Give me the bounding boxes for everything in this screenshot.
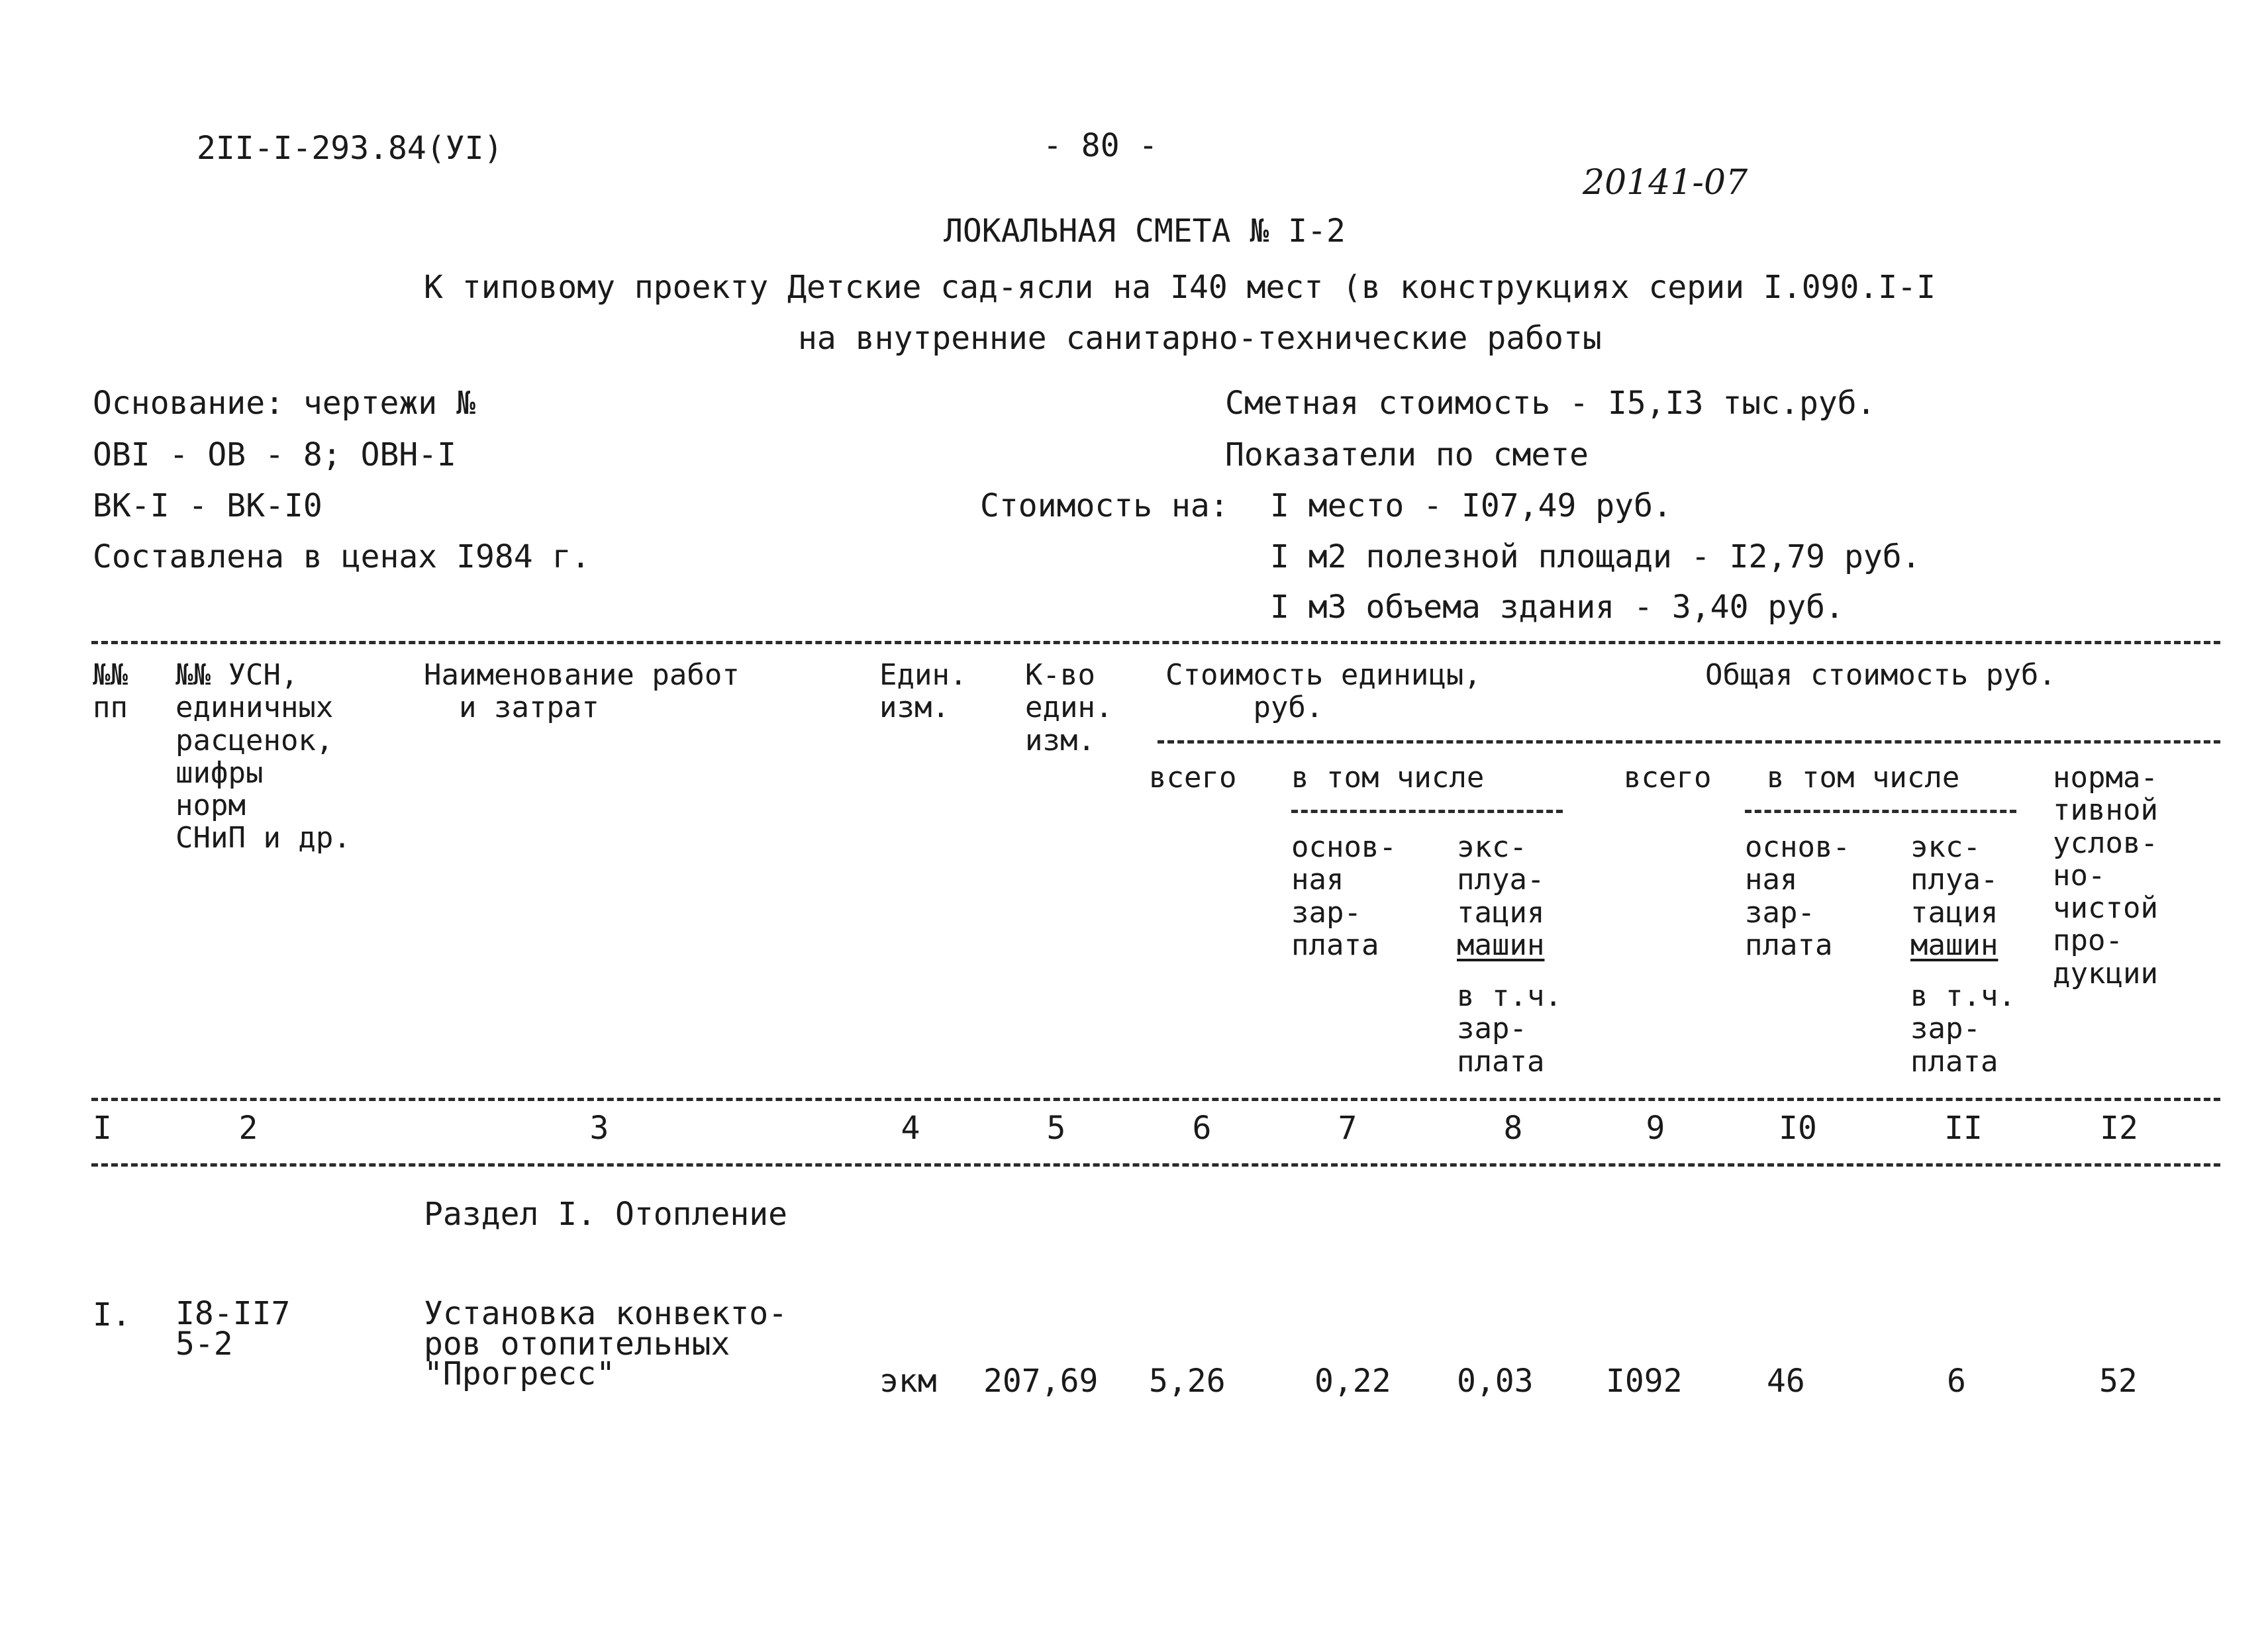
column-number: 9 (1646, 1110, 1665, 1147)
column-number: 3 (589, 1110, 609, 1147)
column-numbers-rule (91, 1163, 2220, 1167)
table-top-rule (91, 641, 2220, 644)
column-number: 5 (1046, 1110, 1066, 1147)
column-number: I0 (1779, 1110, 1817, 1147)
column-number: I (93, 1110, 112, 1147)
header-total: всего (1624, 761, 1712, 795)
cost-per-m2: I м2 полезной площади - I2,79 руб. (1270, 538, 1921, 575)
header-unit-total: всего (1149, 761, 1237, 795)
row-unit-salary: 0,22 (1314, 1363, 1391, 1400)
basis-line-1: Основание: чертежи № (93, 385, 475, 422)
column-number: 7 (1338, 1110, 1357, 1147)
header-total-machines: экс- плуа- тация машин (1910, 830, 1998, 962)
document-code: 2II-I-293.84(УI) (197, 130, 503, 167)
header-unit: Един. изм. (879, 658, 967, 725)
document-title: ЛОКАЛЬНАЯ СМЕТА № I-2 (944, 213, 1346, 250)
column-number: I2 (2100, 1110, 2138, 1147)
column-number: 2 (238, 1110, 258, 1147)
cost-per-place: I место - I07,49 руб. (1270, 487, 1672, 524)
row-total-salary: 46 (1767, 1363, 1805, 1400)
column-number: II (1944, 1110, 1983, 1147)
page-number: - 80 - (1043, 127, 1158, 164)
basis-line-4: Составлена в ценах I984 г. (93, 538, 591, 575)
row-total-machines: 6 (1947, 1363, 1966, 1400)
total-subgroup-rule (1745, 810, 2016, 813)
indicators-label: Показатели по смете (1225, 436, 1589, 473)
header-unit-cost-group: Стоимость единицы, руб. (1165, 658, 1481, 725)
row-unit-machines: 0,03 (1457, 1363, 1534, 1400)
header-bottom-rule (91, 1098, 2220, 1101)
row-work-name: Установка конвекто- ров отопительных "Прогресс" (424, 1295, 788, 1393)
header-quantity: К-во един. изм. (1025, 658, 1113, 757)
document-subtitle: К типовому проекту Детские сад-ясли на I40 мест (в конструкциях серии I.090.I-I (424, 269, 1936, 306)
header-total-machines-salary: в т.ч. зар- плата (1910, 979, 2016, 1079)
row-unit: экм (879, 1363, 937, 1400)
row-quantity: 207,69 (983, 1363, 1099, 1400)
row-norm-production: 52 (2099, 1363, 2138, 1400)
column-number: 8 (1503, 1110, 1523, 1147)
cost-per-m3: I м3 объема здания - 3,40 руб. (1270, 589, 1844, 626)
header-total-salary: основ- ная зар- плата (1745, 830, 1850, 962)
row-number: I. (93, 1296, 131, 1333)
document-subtitle-2: на внутренние санитарно-технические работы (798, 320, 1602, 357)
basis-line-2: OBI - OB - 8; OBH-I (93, 436, 457, 473)
row-total: I092 (1606, 1363, 1683, 1400)
row-unit-total: 5,26 (1149, 1363, 1226, 1400)
column-number: 6 (1192, 1110, 1212, 1147)
section-title: Раздел I. Отопление (424, 1196, 788, 1233)
header-total-including: в том числе (1767, 761, 1960, 795)
header-row-number: №№ пп (93, 658, 128, 725)
handwritten-number: 20141-07 (1583, 163, 1748, 203)
header-unit-including: в том числе (1291, 761, 1485, 795)
header-unit-machines: экс- плуа- тация машин (1457, 830, 1545, 962)
header-unit-machines-salary: в т.ч. зар- плата (1457, 979, 1562, 1079)
header-total-cost-group: Общая стоимость руб. (1705, 658, 2056, 692)
header-code: №№ УСН, единичных расценок, шифры норм СНиП и др. (175, 658, 351, 855)
header-norm-production: норма- тивной услов- но- чистой про- дукции (2053, 761, 2158, 990)
header-work-name: Наименование работ и затрат (424, 658, 740, 725)
cost-on-label: Стоимость на: (980, 487, 1229, 524)
basis-line-3: BK-I - BK-I0 (93, 487, 322, 524)
unit-subgroup-rule (1291, 810, 1563, 813)
column-number: 4 (901, 1110, 920, 1147)
estimated-cost: Сметная стоимость - I5,I3 тыс.руб. (1225, 385, 1876, 422)
cost-group-rule (1158, 740, 2220, 744)
header-unit-salary: основ- ная зар- плата (1291, 830, 1397, 962)
row-code: I8-II7 5-2 (175, 1295, 291, 1363)
